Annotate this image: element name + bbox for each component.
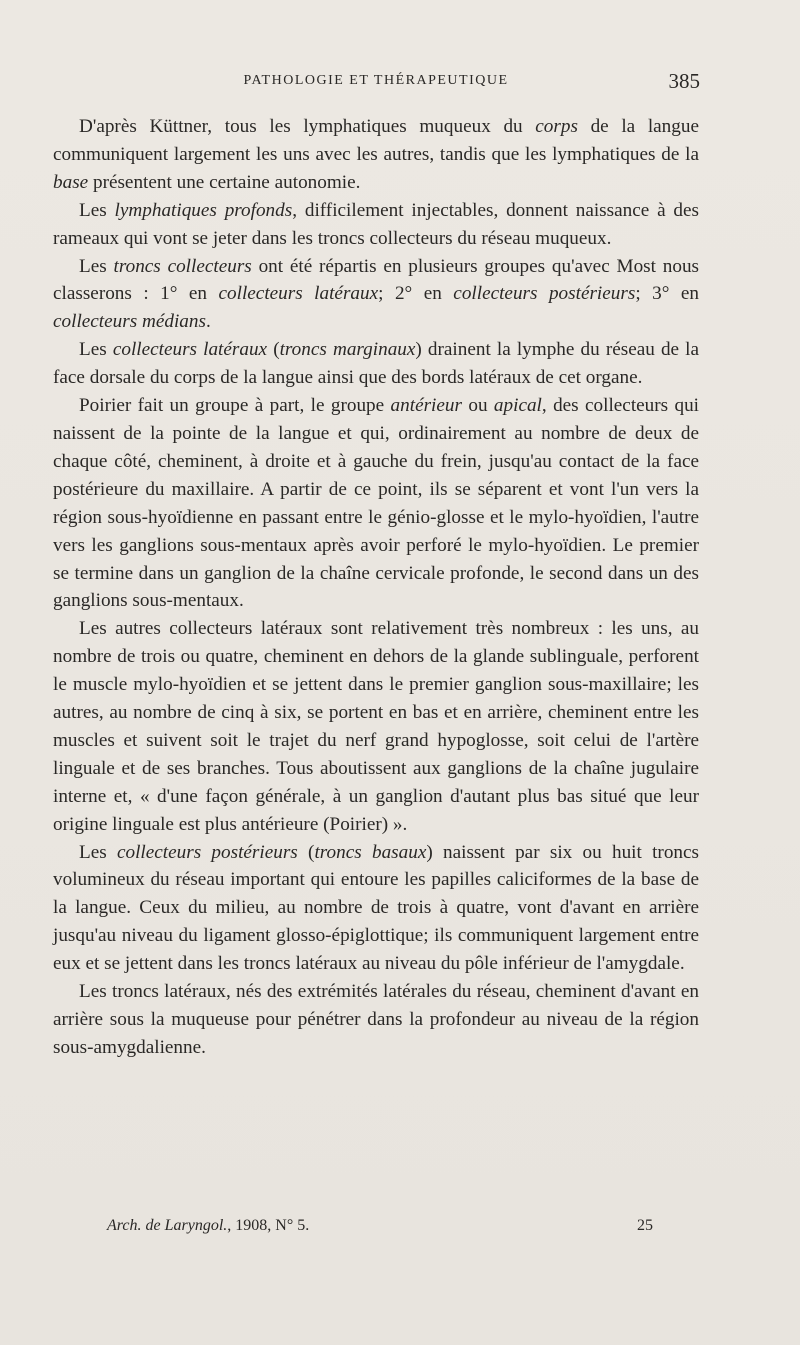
paragraph [53, 197, 699, 253]
text-run: Les [79, 199, 115, 221]
text-run: Les [79, 255, 114, 277]
page-footer [107, 1217, 653, 1235]
text-run: Les autres collecteurs latéraux sont relativement très nombreux : les uns, au nombre de trois ou quatre, cheminent en dehors de la glande sublinguale, perforent le muscle mylo-hyoïdien et se jettent dans le premier ganglion sous-maxillaire; les autres, au nombre de cinq à six, se portent en bas et en arrière, cheminent entre les muscles et suivent soit le trajet du nerf grand hypoglosse, soit celui de l'artère linguale et de ses branches. Tous aboutissent aux ganglions de la chaîne jugulaire interne et, « d'une façon générale, à un ganglion d'autant plus bas situé que leur origine linguale est plus antérieure (Poirier) ». [53, 618, 699, 835]
text-run: ( [297, 841, 315, 863]
journal-title: Arch. de Laryngol. [107, 1217, 228, 1234]
text-run: présentent une certaine autonomie. [88, 171, 361, 193]
text-run: Les troncs latéraux, nés des extrémités latérales du réseau, cheminent d'avant en arrière sous la muqueuse pour pénétrer dans la profondeur au niveau de la région sous-amygdalienne. [53, 981, 699, 1058]
italic-term: antérieur [390, 395, 462, 417]
italic-term: lymphatiques profonds [114, 199, 293, 221]
italic-term: collecteurs latéraux [112, 339, 268, 361]
paragraph [53, 113, 699, 197]
body-text [53, 113, 699, 1062]
italic-term: collecteurs postérieurs [453, 283, 636, 305]
text-run: Les [79, 339, 113, 361]
text-run: , des collecteurs qui naissent de la pointe de la langue et qui, ordinairement au nombre de deux de chaque côté, cheminent, à droite et à gauche du frein, jusqu'au contact de la face postérieure du maxillaire. A partir de ce point, ils se séparent et vont l'un vers la région sous-hyoïdienne en passant entre le génio-glosse et le mylo-hyoïdien, l'autre vers les ganglions sous-mentaux après avoir perforé le mylo-hyoïdien. Le premier se termine dans un ganglion de la chaîne cervicale profonde, le second dans un des ganglions sous-mentaux. [53, 395, 700, 612]
text-run: , difficilement injectables, donnent naissance à des rameaux qui vont se jeter dans les troncs collecteurs du réseau muqueux. [53, 199, 699, 249]
italic-term: collecteurs latéraux [218, 283, 379, 305]
running-title: PATHOLOGIE ET THÉRAPEUTIQUE [243, 73, 509, 88]
italic-term: collecteurs médians [53, 311, 206, 333]
text-run: Poirier fait un groupe à part, le groupe [79, 395, 391, 417]
italic-term: troncs marginaux [279, 339, 416, 361]
text-run: ont été répartis en plusieurs groupes qu'avec Most nous classerons : 1° en [53, 255, 700, 305]
paragraph [53, 253, 699, 337]
italic-term: collecteurs postérieurs [116, 841, 298, 863]
text-run: ) drainent la lymphe du réseau de la face dorsale du corps de la langue ainsi que des bords latéraux de cet organe. [53, 339, 700, 389]
signature-mark: 25 [637, 1217, 653, 1234]
journal-issue: , 1908, N° 5. [227, 1217, 310, 1234]
page-number: 385 [668, 69, 700, 93]
paragraph [53, 978, 699, 1062]
text-run: . [205, 311, 211, 333]
paragraph [53, 839, 699, 979]
italic-term: corps [535, 116, 578, 137]
paragraph [53, 615, 699, 838]
italic-term: troncs basaux [314, 841, 427, 863]
paragraph [53, 392, 699, 615]
text-run: D'après Küttner, tous les lymphatiques muqueux du [79, 116, 536, 137]
text-run: Les [79, 841, 117, 863]
italic-term: apical [493, 395, 542, 417]
italic-term: troncs collecteurs [113, 255, 252, 277]
page-header [52, 69, 700, 97]
italic-term: base [53, 171, 89, 193]
text-run: ( [267, 339, 280, 361]
paragraph [53, 336, 699, 392]
text-run: ; 3° en [635, 283, 699, 305]
text-run: ou [461, 395, 494, 417]
text-run: ; 2° en [378, 283, 454, 305]
text-run: ) naissent par six ou huit troncs volumineux du réseau important qui entoure les papilles caliciformes de la base de la langue. Ceux du milieu, au nombre de trois à quatre, vont d'avant en arrière jusqu'au niveau du ligament glosso-épiglottique; ils communiquent largement entre eux et se jettent dans les troncs latéraux au niveau du pôle inférieur de l'amygdale. [53, 841, 699, 975]
text-run: de la langue communiquent largement les uns avec les autres, tandis que les lymphatiques de la [53, 116, 699, 165]
